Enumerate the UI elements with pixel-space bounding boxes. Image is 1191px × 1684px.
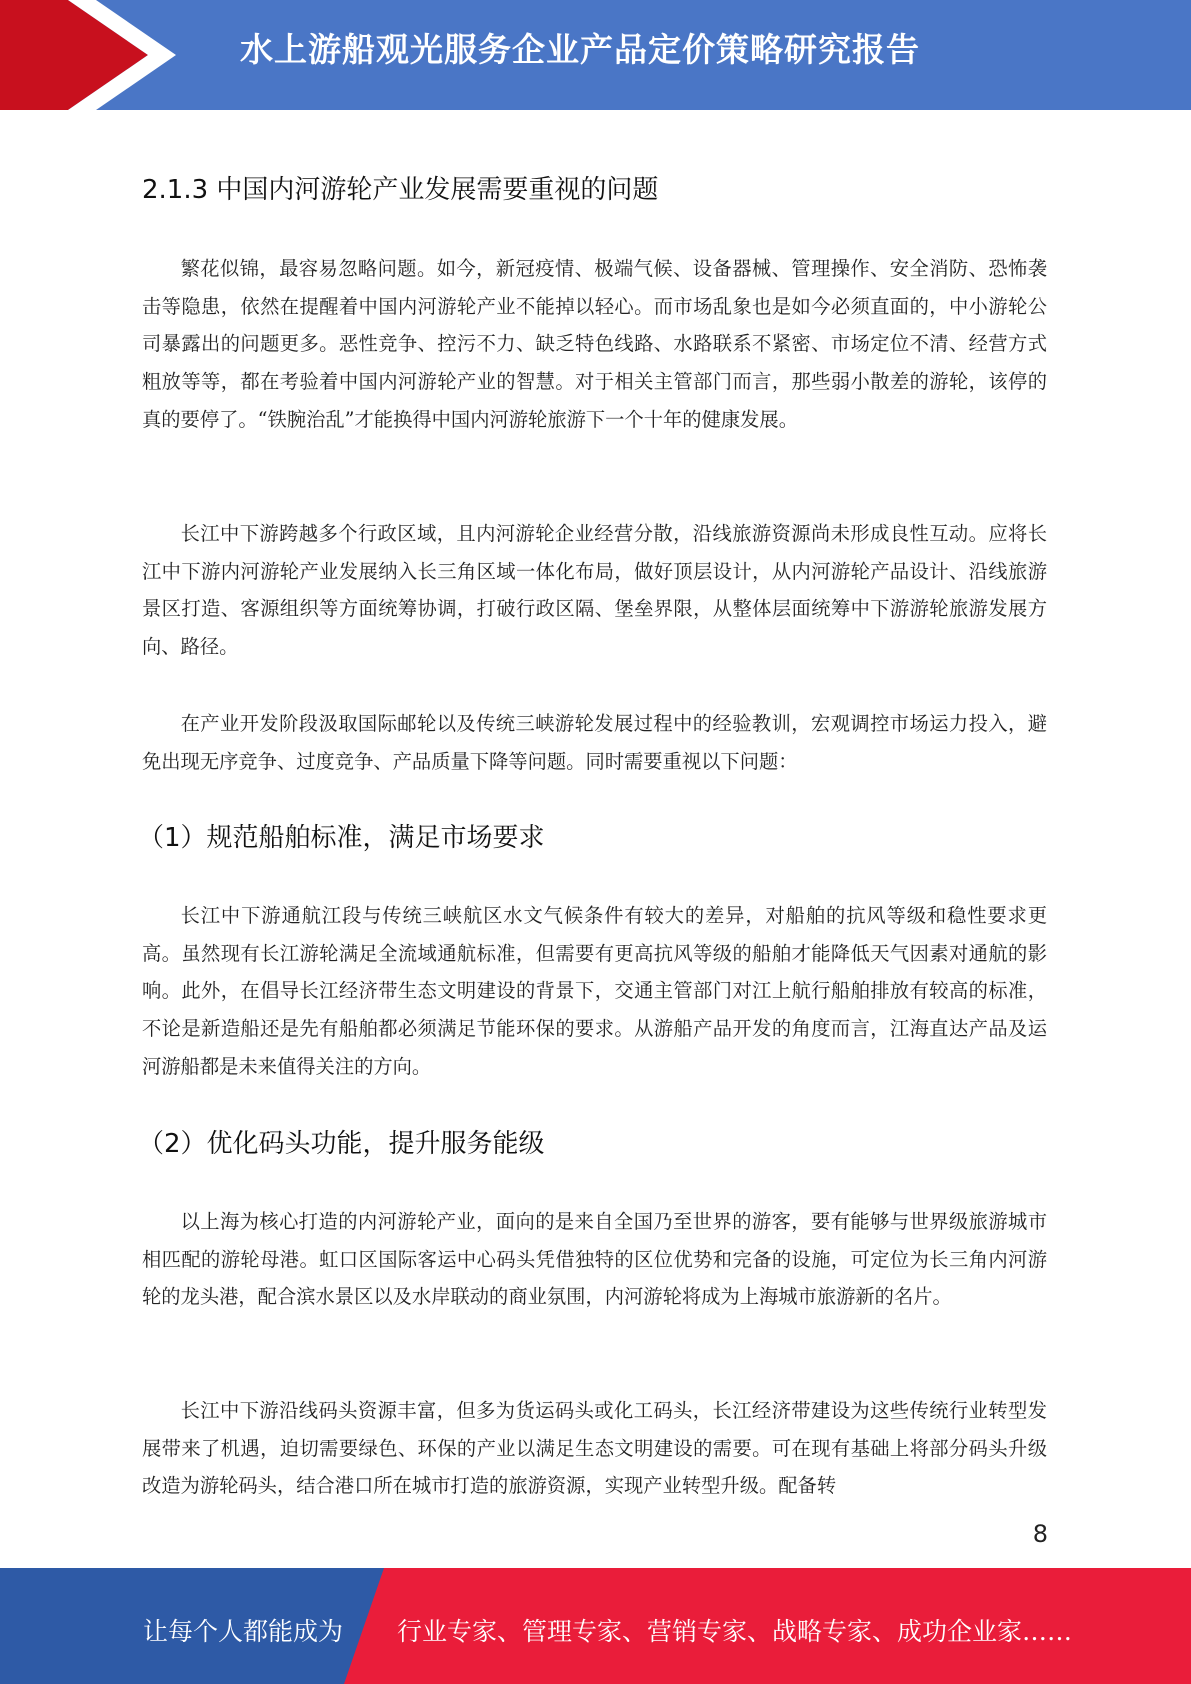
paragraph-2: 长江中下游跨越多个行政区域，且内河游轮企业经营分散，沿线旅游资源尚未形成良性互动。应将长江中下游内河游轮产业发展纳入长三角区域一体化布局，做好顶层设计，从内河游轮产品设计、沿线旅游景区打造、客源组织等方面统筹协调，打破行政区隔、堡垒界限，从整体层面统筹中下游游轮旅游发展方向、路径。 [142, 522, 1047, 659]
footer-slogan-left: 让每个人都能成为 [143, 1617, 344, 1646]
footer-slogan-right: 行业专家、管理专家、营销专家、战略专家、成功企业家…… [397, 1617, 1073, 1646]
subsection-2-paragraph-1: 以上海为核心打造的内河游轮产业，面向的是来自全国乃至世界的游客，要有能够与世界级旅游城市相匹配的游轮母港。虹口区国际客运中心码头凭借独特的区位优势和完备的设施，可定位为长三角内河游轮的龙头港，配合滨水景区以及水岸联动的商业氛围，内河游轮将成为上海城市旅游新的名片。 [142, 1210, 1047, 1309]
subsection-1-paragraph-1: 长江中下游通航江段与传统三峡航区水文气候条件有较大的差异，对船舶的抗风等级和稳性要求更高。虽然现有长江游轮满足全流域通航标准，但需要有更高抗风等级的船舶才能降低天气因素对通航的影响。此外，在倡导长江经济带生态文明建设的背景下，交通主管部门对江上航行船舶排放有较高的标准，不论是新造船还是先有船舶都必须满足节能环保的要求。从游船产品开发的角度而言，江海直达产品及运河游船都是未来值得关注的方向。 [142, 904, 1047, 1078]
page-number: 8 [1032, 1520, 1048, 1548]
subsection-2-paragraph-2: 长江中下游沿线码头资源丰富，但多为货运码头或化工码头，长江经济带建设为这些传统行业转型发展带来了机遇，迫切需要绿色、环保的产业以满足生态文明建设的需要。可在现有基础上将部分码头升级改造为游轮码头，结合港口所在城市打造的旅游资源，实现产业转型升级。配备转 [142, 1399, 1047, 1498]
paragraph-3: 在产业开发阶段汲取国际邮轮以及传统三峡游轮发展过程中的经验教训，宏观调控市场运力投入，避免出现无序竞争、过度竞争、产品质量下降等问题。同时需要重视以下问题： [142, 712, 1047, 773]
subsection-heading-2: （2）优化码头功能，提升服务能级 [138, 1129, 545, 1159]
report-title: 水上游船观光服务企业产品定价策略研究报告 [240, 30, 920, 69]
subsection-heading-1: （1）规范船舶标准，满足市场要求 [138, 823, 545, 853]
paragraph-1: 繁花似锦，最容易忽略问题。如今，新冠疫情、极端气候、设备器械、管理操作、安全消防、恐怖袭击等隐患，依然在提醒着中国内河游轮产业不能掉以轻心。而市场乱象也是如今必须直面的，中小游轮公司暴露出的问题更多。恶性竞争、控污不力、缺乏特色线路、水路联系不紧密、市场定位不清、经营方式粗放等等，都在考验着中国内河游轮产业的智慧。对于相关主管部门而言，那些弱小散差的游轮，该停的真的要停了。“铁腕治乱”才能换得中国内河游轮旅游下一个十年的健康发展。 [142, 257, 1047, 431]
section-heading: 2.1.3 中国内河游轮产业发展需要重视的问题 [142, 175, 659, 205]
page-header [0, 0, 1191, 110]
